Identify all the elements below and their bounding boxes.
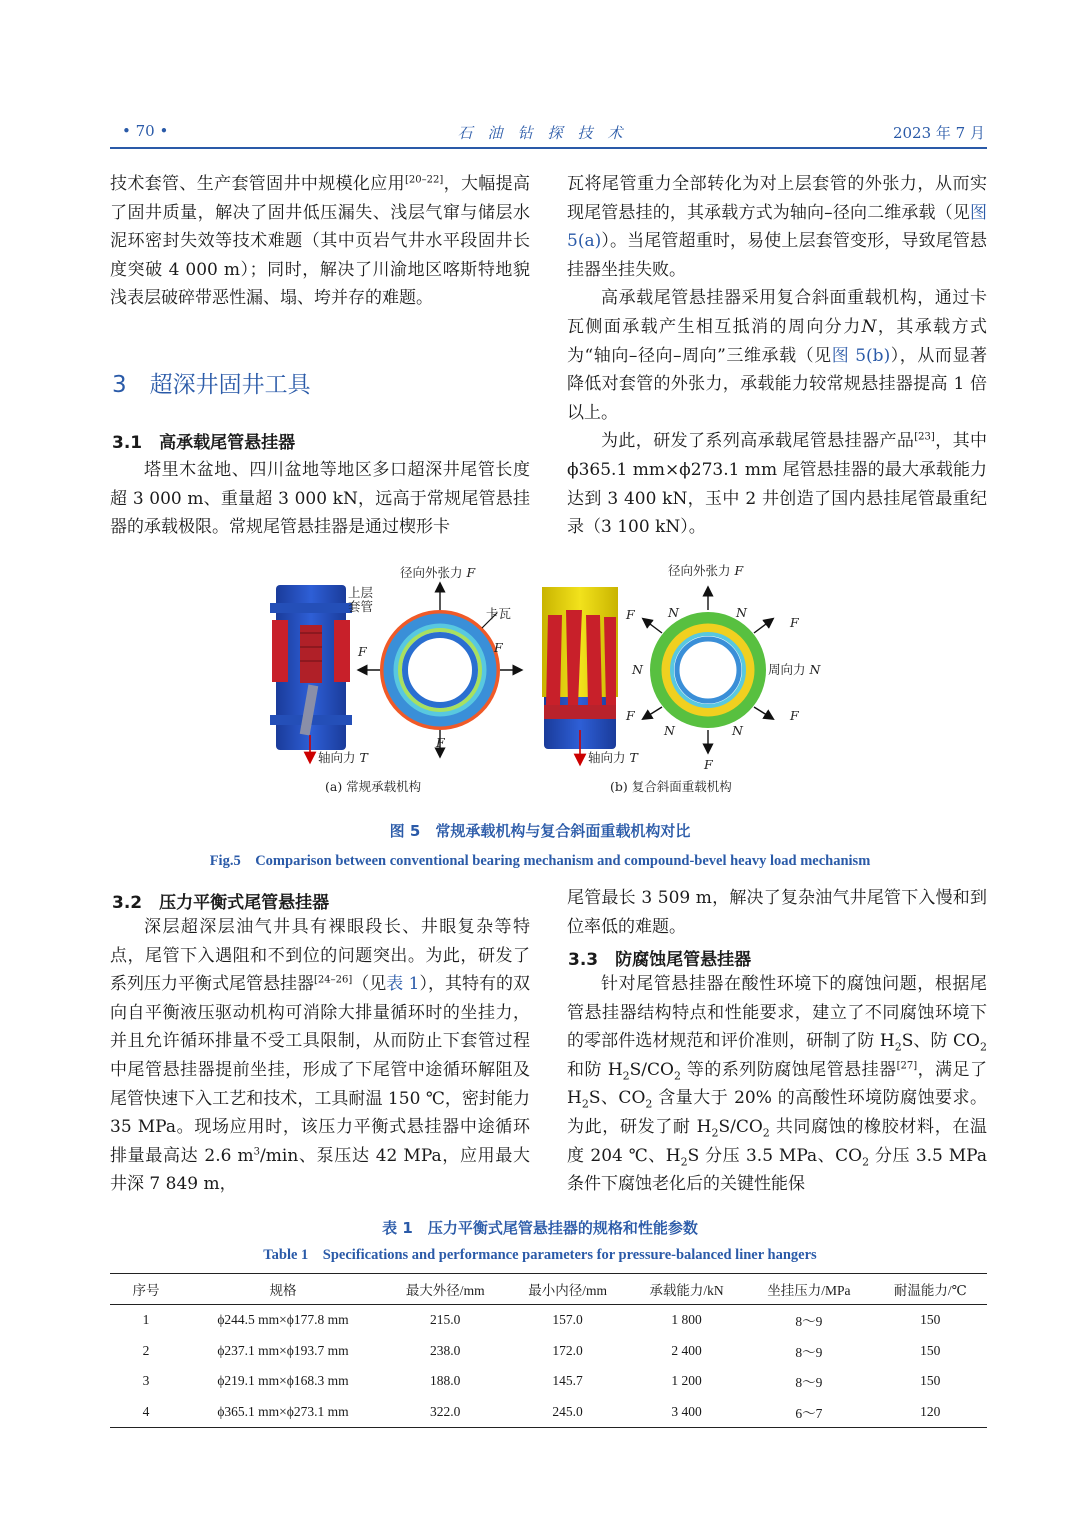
label-N: N (668, 605, 679, 620)
label-upper-casing: 套管 (348, 599, 374, 614)
table-cell: ϕ237.1 mm×ϕ193.7 mm (217, 1342, 349, 1358)
table-cell: 3 (142, 1373, 150, 1389)
table-caption-en: Table 1 Specifications and performance parameters for pressure-balanced liner hangers (263, 1247, 817, 1263)
table-cell: 2 400 (671, 1342, 702, 1358)
subsection-heading: 3.2 压力平衡式尾管悬挂器 (112, 893, 330, 913)
table-cell: 6～7 (744, 1397, 873, 1428)
figure-ref[interactable]: 图 5(b) (831, 345, 891, 366)
table-cell: 150 (920, 1342, 941, 1358)
table-cell: 150 (920, 1373, 941, 1389)
subfigure-caption-b: (b) 复合斜面重载机构 (610, 779, 732, 794)
section-heading: 3 超深井固井工具 (112, 372, 311, 398)
table-cell: 2 (142, 1342, 150, 1358)
left-top-column (110, 170, 530, 313)
citation: [20–22] (404, 174, 444, 186)
conventional-hanger-model (270, 585, 352, 758)
table-cell: 238.0 (430, 1342, 461, 1358)
table-cell: 8～9 (795, 1344, 823, 1360)
paragraph: 针对尾管悬挂器在酸性环境下的腐蚀问题，根据尾管悬挂器结构特点和性能要求，建立了不同腐蚀环境下的零部件选材规范和评价准则，研制了防 $H_2S$、防 $CO_2$ 和防 $H_2S/CO_2$ 等的系列防腐蚀尾管悬挂器[27]，满足了 $H_2S$、$CO_2$ 含量大于 20% 的高酸性环境防腐蚀要求。为此，研发了耐 $H_2S/CO_2$ 共同腐蚀的橡胶材料，在温度 204 ℃、$H_2S$ 分压 3.5 MPa、$CO_2$ 分压 3.5 MPa 条件下腐蚀老化后的关键性能保 (567, 974, 988, 1195)
figure-caption-en: Fig.5 Comparison between conventional bearing mechanism and compound-bevel heavy load mechanism (209, 853, 871, 869)
table-cell: ϕ365.1 mm×ϕ273.1 mm (182, 1397, 384, 1428)
table-cell: 157.0 (552, 1312, 583, 1328)
left-top-column-2 (110, 456, 530, 542)
table-header-cell: 承载能力/kN (629, 1274, 745, 1305)
table-caption-cn: 表 1 压力平衡式尾管悬挂器的规格和性能参数 (382, 1219, 698, 1237)
table-ref[interactable]: 表 1 (386, 974, 420, 995)
header-rule (110, 147, 987, 149)
table-row (110, 1397, 987, 1428)
table-cell: 172.0 (552, 1342, 583, 1358)
label-F: F (358, 644, 367, 659)
label-upper-casing: 上层 (348, 585, 374, 600)
right-bottom-column-2 (567, 970, 987, 1199)
subsection-heading: 3.3 防腐蚀尾管悬挂器 (568, 950, 752, 970)
table-row (110, 1305, 987, 1336)
paragraph: 为此，研发了系列高承载尾管悬挂器产品[23]，其中 ϕ365.1 mm×ϕ273.1 mm 尾管悬挂器的最大承载能力达到 3 400 kN，玉中 2 井创造了国内悬挂尾管最重纪录（3 100 kN）。 (567, 431, 988, 538)
figure-ref[interactable]: 图 5(a) (567, 202, 987, 252)
paragraph: 深层超深层油气井具有裸眼段长、井眼复杂等特点，尾管下入遇阻和不到位的问题突出。为此，研发了系列压力平衡式尾管悬挂器[24–26]（见表 1），其特有的双向自平衡液压驱动机构可消除大排量循环时的坐挂力，并且允许循环排量不受工具限制，从而防止下套管过程中尾管悬挂器提前坐挂，形成了下尾管中途循环解阻及尾管快速下入工艺和技术，工具耐温 150 ℃，密封能力 35 MPa。现场应用时，该压力平衡式悬挂器中途循环排量最高达 2.6 $m^3/\min$、泵压达 42 MPa，应用最大井深 7 849 m， (110, 917, 530, 1195)
table-header-row (110, 1274, 987, 1305)
table-row (110, 1366, 987, 1397)
journal-title: 石 油 钻 探 技 术 (457, 124, 623, 142)
table-cell: 188.0 (430, 1373, 461, 1389)
label-F: F (626, 607, 635, 622)
table-cell: 145.7 (552, 1373, 583, 1389)
figure-5 (260, 555, 840, 805)
table-header-cell: 规格 (182, 1274, 384, 1305)
right-bottom-column (567, 884, 987, 941)
label-radial-force: 径向外张力 F (668, 563, 744, 578)
table-header-cell: 最大外径/mm (384, 1274, 506, 1305)
citation: [23] (914, 431, 935, 443)
label-circ-force: 周向力 N (768, 662, 821, 677)
citation: [24–26] (314, 974, 353, 986)
spec-table (110, 1273, 987, 1428)
table-cell: 8～9 (795, 1375, 823, 1391)
left-bottom-column (110, 913, 530, 1199)
subfigure-caption-a: (a) 常规承载机构 (325, 779, 422, 794)
table-header-cell: 序号 (110, 1274, 182, 1305)
table-cell: ϕ219.1 mm×ϕ168.3 mm (217, 1373, 349, 1389)
paragraph: 瓦将尾管重力全部转化为对上层套管的外张力，从而实现尾管悬挂的，其承载方式为轴向–径向二维承载（见图 5(a)）。当尾管超重时，易使上层套管变形，导致尾管悬挂器坐挂失败。 (567, 174, 987, 280)
label-F: F (436, 735, 445, 750)
table-cell: 3 400 (629, 1397, 745, 1428)
label-N: N (736, 605, 747, 620)
label-F: F (790, 615, 799, 630)
label-F: F (494, 640, 503, 655)
page-number: • 70 • (122, 122, 169, 140)
table-cell: 8～9 (795, 1314, 823, 1330)
label-N: N (664, 723, 675, 738)
table-cell: 120 (874, 1397, 987, 1428)
table-cell: 215.0 (430, 1312, 461, 1328)
label-slip: 卡瓦 (486, 606, 512, 621)
table-header-cell: 坐挂压力/MPa (744, 1274, 873, 1305)
label-N: N (632, 662, 643, 677)
issue-date: 2023 年 7 月 (892, 124, 985, 142)
label-axial-force: 轴向力 T (588, 750, 638, 765)
table-cell: 150 (920, 1312, 941, 1328)
label-F: F (626, 708, 635, 723)
paragraph: 技术套管、生产套管固井中规模化应用[20–22]，大幅提高了固井质量，解决了固井低压漏失、浅层气窜与储层水泥环密封失效等技术难题（其中页岩气井水平段固井长度突破 4 000 m）；同时，解决了川渝地区喀斯特地貌浅表层破碎带恶性漏、塌、垮并存的难题。 (110, 174, 531, 309)
figure-caption-cn: 图 5 常规承载机构与复合斜面重载机构对比 (389, 822, 691, 840)
table-cell: 1 200 (671, 1373, 702, 1389)
table-cell: 1 (142, 1312, 150, 1328)
table-header-cell: 最小内径/mm (506, 1274, 628, 1305)
citation: [27] (896, 1060, 918, 1072)
table-cell: 322.0 (384, 1397, 506, 1428)
table-cell: 1 800 (671, 1312, 702, 1328)
label-axial-force: 轴向力 T (318, 750, 368, 765)
label-radial-force: 径向外张力 F (400, 565, 476, 580)
label-F: F (790, 708, 799, 723)
paragraph: 高承载尾管悬挂器采用复合斜面重载机构，通过卡瓦侧面承载产生相互抵消的周向分力N，其承载方式为“轴向–径向–周向”三维承载（见图 5(b)），从而显著降低对套管的外张力，承载能力较常规悬挂器提高 1 倍以上。 (567, 288, 988, 423)
subsection-heading: 3.1 高承载尾管悬挂器 (112, 433, 296, 453)
right-top-column (567, 170, 987, 542)
paragraph: 塔里木盆地、四川盆地等地区多口超深井尾管长度超 3 000 m、重量超 3 000 kN，远高于常规尾管悬挂器的承载极限。常规尾管悬挂器是通过楔形卡 (110, 460, 530, 538)
table-row (110, 1336, 987, 1367)
table-cell: 4 (110, 1397, 182, 1428)
table-cell: 245.0 (506, 1397, 628, 1428)
compound-bevel-hanger-model (542, 587, 618, 760)
table-header-cell: 耐温能力/℃ (874, 1274, 987, 1305)
table-cell: ϕ244.5 mm×ϕ177.8 mm (217, 1312, 349, 1328)
paragraph: 尾管最长 3 509 m，解决了复杂油气井尾管下入慢和到位率低的难题。 (567, 888, 987, 937)
label-F: F (704, 757, 713, 772)
label-N: N (732, 723, 743, 738)
